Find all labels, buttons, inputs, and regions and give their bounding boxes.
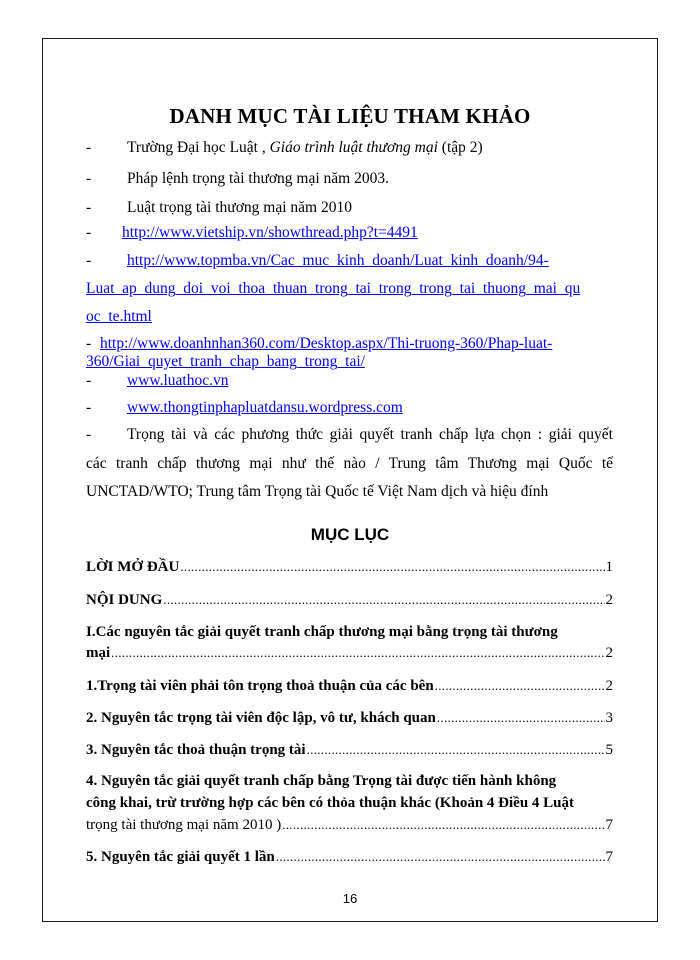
toc-dot-leader: [307, 742, 605, 758]
toc-page-number: 7: [605, 817, 613, 833]
toc-page-number: 1: [605, 559, 613, 575]
toc-entry[interactable]: NỘI DUNG ..... 2: [86, 592, 613, 609]
reference-link[interactable]: http://www.doanhnhan360.com/Desktop.aspx/Thi-truong-360/Phap-luat-: [100, 335, 553, 352]
reference-link[interactable]: http://www.vietship.vn/showthread.php?t=4491: [122, 224, 418, 241]
toc-page-number: 7: [605, 849, 613, 865]
bullet-dash: -: [86, 399, 92, 416]
bullet-dash: -: [86, 335, 92, 352]
toc-dot-leader: [276, 849, 605, 865]
reference-link[interactable]: www.luathoc.vn: [127, 372, 229, 389]
reference-item: Luật trọng tài thương mại năm 2010: [127, 199, 352, 216]
reference-link-continued[interactable]: oc_te.html: [86, 308, 152, 325]
reference-item: Trường Đại học Luật , Giáo trình luật thương mại (tập 2): [127, 139, 483, 156]
reference-link[interactable]: http://www.topmba.vn/Cac_muc_kinh_doanh/Luat_kinh_doanh/94-: [127, 252, 549, 269]
toc-dot-leader: [180, 559, 604, 575]
toc-page-number: 5: [605, 742, 613, 758]
reference-paragraph-line: Trọng tài và các phương thức giải quyết tranh chấp lựa chọn : giải quyết: [127, 426, 613, 443]
toc-page-number: 3: [605, 710, 613, 726]
toc-heading: MỤC LỤC: [310, 525, 390, 544]
reference-item: Pháp lệnh trọng tài thương mại năm 2003.: [127, 170, 389, 187]
page-number: 16: [342, 891, 358, 906]
toc-page-number: 2: [605, 678, 613, 694]
toc-dot-leader: [437, 710, 605, 726]
toc-entry[interactable]: trọng tài thương mại năm 2010 ) ..... 7: [86, 817, 613, 834]
bullet-dash: -: [86, 426, 92, 443]
bullet-dash: -: [86, 224, 92, 241]
toc-dot-leader: [163, 592, 604, 608]
toc-entry-line[interactable]: 4. Nguyên tắc giải quyết tranh chấp bằng Trọng tài được tiến hành không: [86, 773, 557, 789]
toc-dot-leader: [111, 645, 604, 661]
toc-entry[interactable]: 3. Nguyên tắc thoả thuận trọng tài ..... 5: [86, 742, 613, 759]
toc-entry[interactable]: 2. Nguyên tắc trọng tài viên độc lập, vô tư, khách quan ..... 3: [86, 710, 613, 727]
references-heading: DANH MỤC TÀI LIỆU THAM KHẢO: [169, 104, 531, 128]
toc-dot-leader: [435, 678, 605, 694]
toc-entry-line[interactable]: công khai, trừ trường hợp các bên có thỏa thuận khác (Khoản 4 Điều 4 Luật: [86, 795, 575, 811]
toc-page-number: 2: [605, 645, 613, 661]
toc-entry[interactable]: LỜI MỞ ĐẦU ..... 1: [86, 559, 613, 576]
toc-dot-leader: [282, 817, 604, 833]
toc-page-number: 2: [605, 592, 613, 608]
bullet-dash: -: [86, 199, 92, 216]
toc-entry[interactable]: 5. Nguyên tắc giải quyết 1 lần ..... 7: [86, 849, 613, 866]
reference-link[interactable]: www.thongtinphapluatdansu.wordpress.com: [127, 399, 403, 416]
reference-paragraph-line: các tranh chấp thương mại như thế nào / Trung tâm Thương mại Quốc tế: [86, 455, 613, 472]
bullet-dash: -: [86, 139, 92, 156]
bullet-dash: -: [86, 170, 92, 187]
toc-entry[interactable]: 1.Trọng tài viên phải tôn trọng thoả thuận của các bên ..... 2: [86, 678, 613, 695]
bullet-dash: -: [86, 252, 92, 269]
reference-link-continued[interactable]: Luat_ap_dung_doi_voi_thoa_thuan_trong_tai_trong_trong_tai_thuong_mai_qu: [86, 280, 581, 297]
toc-entry-line[interactable]: I.Các nguyên tắc giải quyết tranh chấp thương mại bằng trọng tài thương: [86, 624, 558, 640]
reference-link-continued[interactable]: 360/Giai_quyet_tranh_chap_bang_trong_tai/: [86, 353, 365, 370]
toc-entry[interactable]: mại ..... 2: [86, 645, 613, 662]
bullet-dash: -: [86, 372, 92, 389]
reference-paragraph-line: UNCTAD/WTO; Trung tâm Trọng tài Quốc tế Việt Nam dịch và hiệu đính: [86, 483, 549, 500]
